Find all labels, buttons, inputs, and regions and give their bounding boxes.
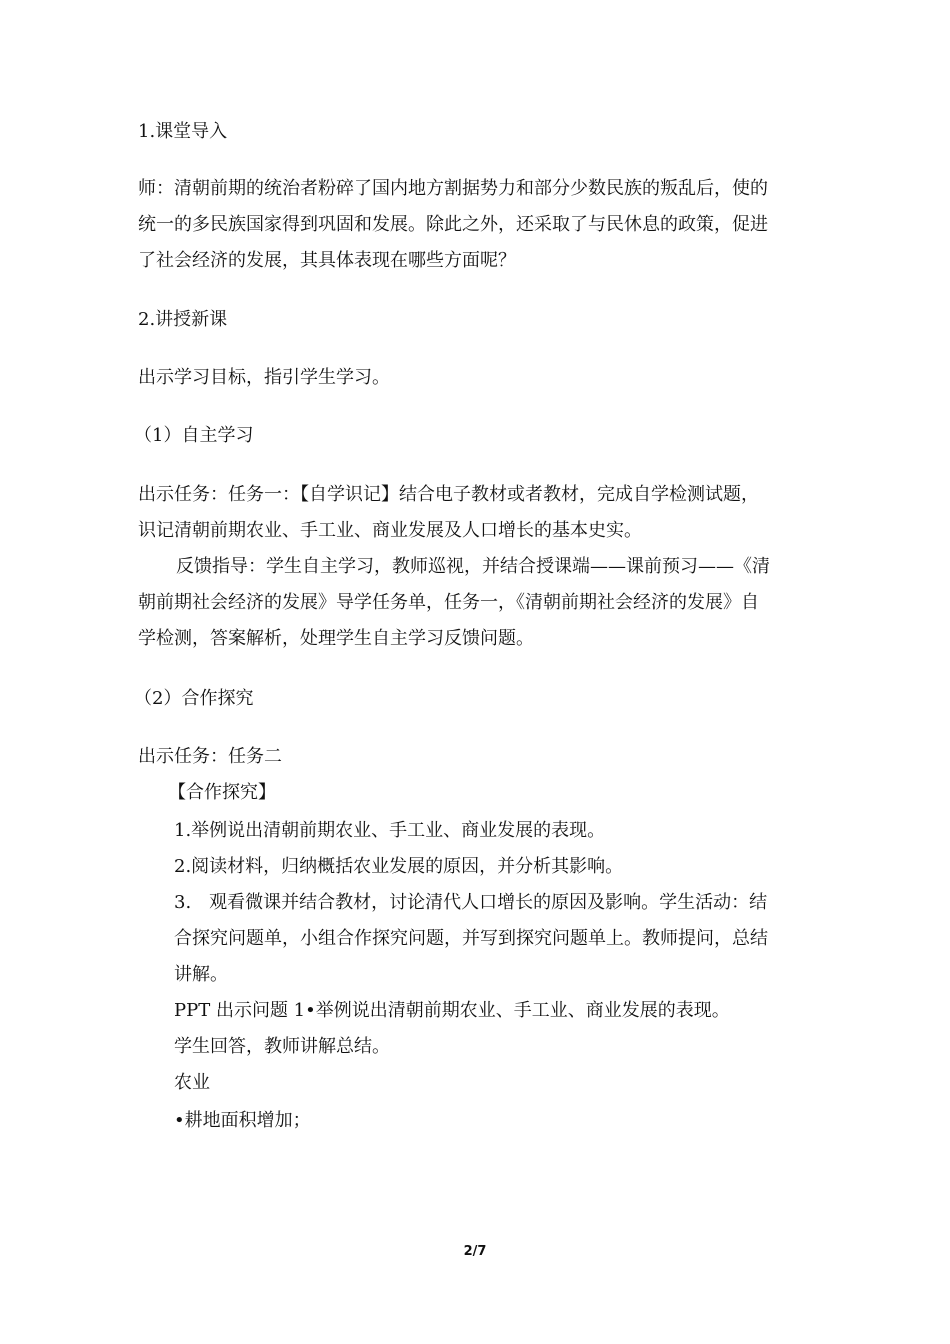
page-number: 2/7: [463, 1244, 487, 1259]
section-heading-new-lesson: 2.讲授新课: [138, 309, 228, 330]
paragraph-teacher-intro-line-1: 师：清朝前期的统治者粉碎了国内地方割据势力和部分少数民族的叛乱后，使的: [138, 178, 768, 199]
question-3-line-1: 3. 观看微课并结合教材，讨论清代人口增长的原因及影响。学生活动：结: [174, 892, 768, 913]
subsection-heading-self-study: （1）自主学习: [134, 425, 254, 446]
question-1: 1.举例说出清朝前期农业、手工业、商业发展的表现。: [174, 820, 606, 841]
task1-line-2: 识记清朝前期农业、手工业、商业发展及人口增长的基本史实。: [138, 520, 642, 541]
cooperative-inquiry-label: 【合作探究】: [168, 782, 276, 803]
section-heading-introduction: 1.课堂导入: [138, 121, 228, 142]
student-answer-line: 学生回答，教师讲解总结。: [174, 1036, 390, 1057]
bullet-arable-land: •耕地面积增加；: [174, 1110, 311, 1131]
question-3-line-2: 合探究问题单，小组合作探究问题，并写到探究问题单上。教师提问，总结: [174, 928, 768, 949]
feedback-line-3: 学检测，答案解析，处理学生自主学习反馈问题。: [138, 628, 534, 649]
feedback-line-1: 反馈指导：学生自主学习，教师巡视，并结合授课端——课前预习——《清: [176, 556, 770, 577]
feedback-line-2: 朝前期社会经济的发展》导学任务单，任务一，《清朝前期社会经济的发展》自: [138, 592, 759, 613]
question-2: 2.阅读材料，归纳概括农业发展的原因，并分析其影响。: [174, 856, 624, 877]
agriculture-label: 农业: [174, 1072, 210, 1093]
question-3-line-3: 讲解。: [174, 964, 228, 985]
subsection-heading-cooperative-inquiry: （2）合作探究: [134, 688, 254, 709]
task2-line: 出示任务：任务二: [138, 746, 282, 767]
paragraph-teacher-intro-line-2: 统一的多民族国家得到巩固和发展。除此之外，还采取了与民休息的政策，促进: [138, 214, 768, 235]
paragraph-learning-goals: 出示学习目标，指引学生学习。: [138, 367, 390, 388]
task1-line-1: 出示任务：任务一：【自学识记】结合电子教材或者教材，完成自学检测试题，: [138, 484, 759, 505]
paragraph-teacher-intro-line-3: 了社会经济的发展，其具体表现在哪些方面呢？: [138, 250, 516, 271]
ppt-question-line: PPT 出示问题 1•举例说出清朝前期农业、手工业、商业发展的表现。: [174, 1000, 730, 1021]
